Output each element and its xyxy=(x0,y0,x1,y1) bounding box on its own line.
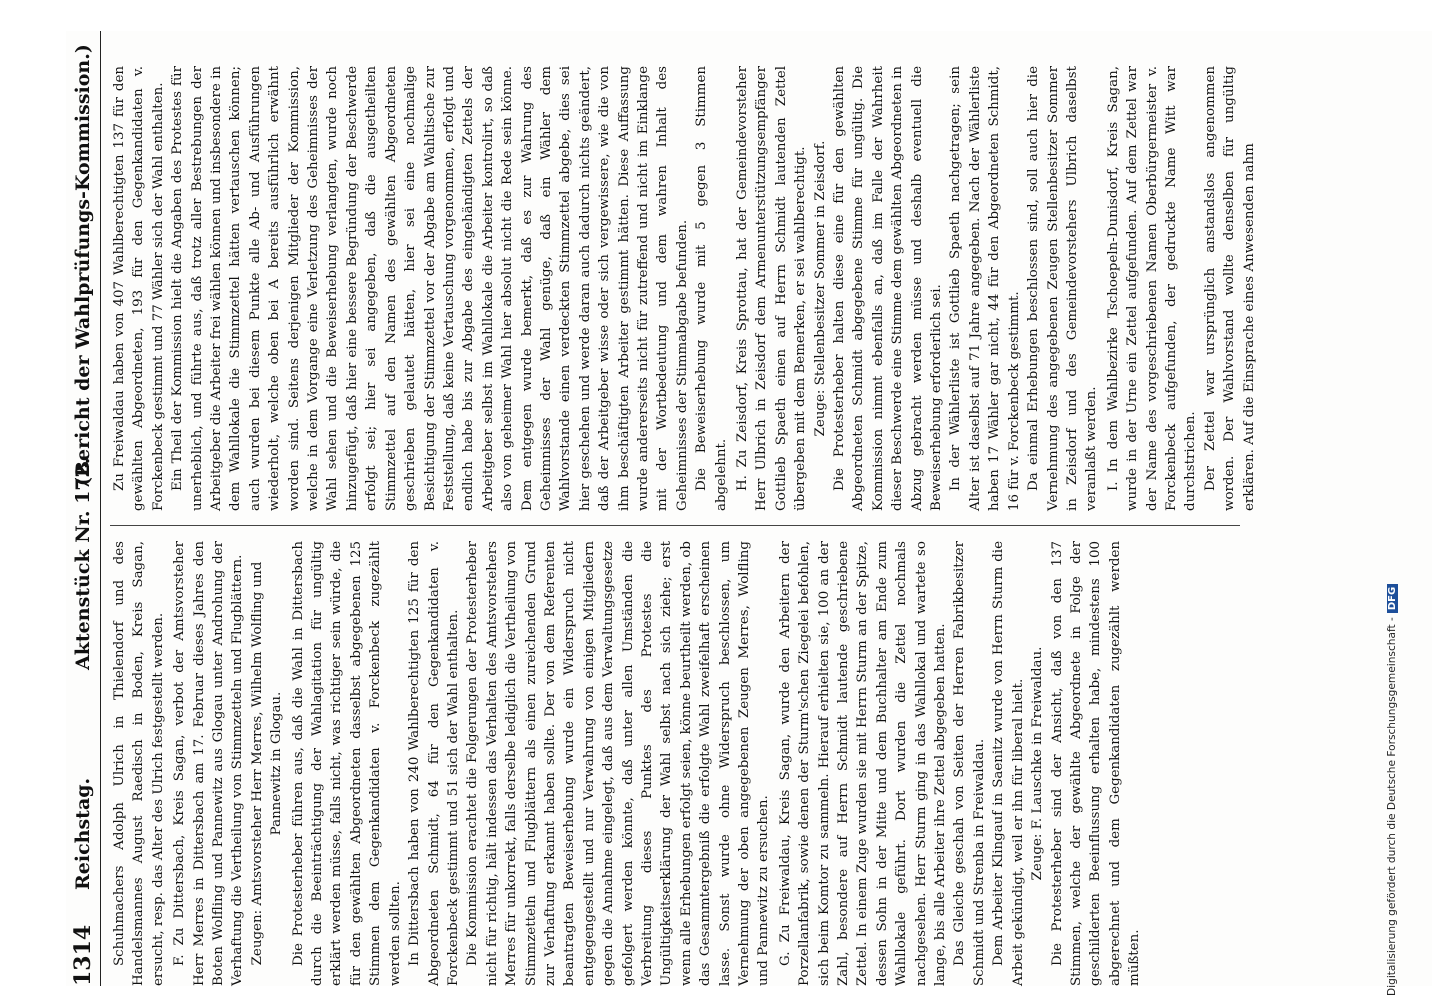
paragraph: Der Zettel war ursprünglich anstandslos angenommen worden. Der Wahlvorstand wollte denselben für ungültig erklären. Auf die Einsprache eines Anwesenden nahm xyxy=(1202,66,1257,511)
column-divider xyxy=(110,525,1240,526)
witness-line: Zeuge: F. Lauschke in Freiwaldau. xyxy=(1030,646,1046,881)
page-number: 1314 xyxy=(70,924,96,986)
paragraph: Die Protesterheber halten diese eine für den gewählten Abgeordneten Schmidt abgegebene Stimme für ungültig. Die Kommission nimmt ebenfalls an, daß im Falle der Wahrheit dieser Beschwerde eine Stimme dem gewählten Abgeordneten in Abzug gebracht werden müsse und deshalb eventuell die Beweiserhebung erforderlich sei. xyxy=(832,66,945,511)
paragraph: Dem Arbeiter Klingauf in Saenitz wurde von Herrn Sturm die Arbeit gekündigt, weil er ihn für liberal hielt. xyxy=(991,541,1026,986)
paragraph: Schuhmachers Adolph Ulrich in Thielendorf und des Handelsmannes August Raedisch in Boden, Kreis Sagan, ersucht, resp. das Alter des Ulrich festgestellt werden. xyxy=(112,541,166,986)
digitization-credit-text: Digitalisierung gefördert durch die Deutsche Forschungsgemeinschaft - xyxy=(1386,617,1398,996)
paragraph-section-h: H. Zu Zeisdorf, Kreis Sprottau, hat der Gemeindevorsteher Herr Ulbrich in Zeisdorf dem Armenunterstützungsempfänger Gottlieb Spaeth einen auf Herrn Schmidt lautenden Zettel übergeben mit dem Bemerken, er sei wahlberechtigt. xyxy=(735,66,809,511)
paragraph-section-f: F. Zu Dittersbach, Kreis Sagan, verbot der Amtsvorsteher Herr Merres in Dittersbach am 17. Februar dieses Jahres den Boten Wolfling und Pannewitz aus Glogau unter Androhung der Verhaftung die Vertheilung von Stimmzetteln und Flugblättern. xyxy=(172,541,246,986)
paragraph: Ein Theil der Kommission hielt die Angaben des Protestes für unerheblich, und führte aus, daß trotz aller Bestrebungen der Arbeitgeber die Arbeiter frei wählen können und insbesondere in dem Wahllokale die Stimmzettel hätten vertauschen können; auch wurden bei diesem Punkte alle Ab- und Ausführungen wiederholt, welche oben bei A bereits ausführlich erwähnt worden sind. Seitens derjenigen Mitglieder der Kommission, welche in dem Vorgange eine Verletzung des Geheimnisses der Wahl sehen und die Beweiserhebung verlangten, wurde noch hinzugefügt, daß hier eine bessere Begründung der Beschwerde erfolgt sei; hier sei angegeben, daß die ausgetheilten Stimmzettel auf den Namen des gewählten Abgeordneten geschrieben gelautet hätten, hier sei eine nochmalige Besichtigung der Stimmzettel vor der Abgabe am Wahltische zur Feststellung, daß keine Vertauschung vorgenommen, erfolgt und endlich habe bis zur Abgabe des eingehändigten Zettels der Arbeitgeber selbst im Wahllokale die Arbeiter kontrolirt, so daß also von geheimer Wahl hier absolut nicht die Rede sein könne. Dem entgegen wurde bemerkt, daß es zur Wahrung des Geheimnisses der Wahl genüge, daß ein Wähler dem Wahlvorstande einen verdeckten Stimmzettel abgebe, dies sei hier geschehen und werde daran auch dadurch nichts geändert, daß der Arbeitgeber wisse oder sich vergewissere, wie die von ihm beschäftigten Arbeiter gestimmt hätten. Diese Auffassung wurde andererseits nicht für zutreffend und nicht im Einklange mit der Wortbedeutung und dem wahren Inhalt des Geheimnisses der Stimmabgabe befunden. xyxy=(170,66,690,511)
header-report-title: (Bericht der Wahlprüfungs-Kommission.) xyxy=(72,44,94,486)
right-column xyxy=(110,66,1259,511)
paragraph-section-g: G. Zu Freiwaldau, Kreis Sagan, wurde den Arbeitern der Porzellanfabrik, sowie denen der Sturm'schen Ziegelei befohlen, sich beim Komtor zu sammeln. Hierauf erhielten sie, 100 an der Zahl, besondere auf Herrn Schmidt lautende geschriebene Zettel. In einem Zuge wurden sie mit Herrn Sturm an der Spitze, dessen Sohn in der Mitte und dem Buchhalter am Ende zum Wahllokale geführt. Dort wurden die Zettel nochmals nachgesehen. Herr Sturm ging in das Wahllokal und wartete so lange, bis alle Arbeiter ihre Zettel abgegeben hatten. xyxy=(777,541,949,986)
witness-line: Zeuge: Stellenbesitzer Sommer in Zeisdorf. xyxy=(812,140,828,437)
paragraph: Die Beweiserhebung wurde mit 5 gegen 3 Stimmen abgelehnt. xyxy=(694,66,729,511)
dfg-logo: DFG xyxy=(1387,584,1398,613)
witness-line: Zeugen: Amtsvorsteher Herr Merres, Wilhelm Wolfling und Pannewitz in Glogau. xyxy=(249,561,285,966)
paragraph: Das Gleiche geschah von Seiten der Herren Fabrikbesitzer Schmidt und Strenba in Freiwaldau. xyxy=(952,541,987,986)
digitization-credit xyxy=(1386,6,1398,996)
paragraph: Die Protesterheber führen aus, daß die Wahl in Dittersbach durch die Beeinträchtigung der Wahlagitation für ungültig erklärt werden müsse, falls nicht, was richtiger sein würde, die für den gewählten Abgeordneten dasselbst abgegebenen 125 Stimmen dem Gegenkandidaten v. Forckenbeck zugezählt werden sollten. xyxy=(290,541,403,986)
left-column xyxy=(110,541,1145,986)
paragraph: In Dittersbach haben von 240 Wahlberechtigten 125 für den Abgeordneten Schmidt, 64 für den Gegenkandidaten v. Forckenbeck gestimmt und 51 sich der Wahl enthalten. xyxy=(407,541,461,986)
paragraph: Die Kommission erachtet die Folgerungen der Protesterheber nicht für richtig, hält indessen das Verhalten des Amtsvorstehers Merres für unkorrekt, falls derselbe lediglich die Vertheilung von Stimmzetteln und Flugblättern als einen zureichenden Grund zur Verhaftung erkannt haben sollte. Der von dem Referenten beantragten Beweiserhebung wurde ein Widerspruch nicht entgegengestellt und nur Verwahrung von einigen Mitgliedern gegen die Annahme eingelegt, daß aus dem Verwaltungsgesetze gefolgert werden könnte, daß unter allen Umständen die Verbreitung dieses Punktes des Protestes die Ungültigkeitserklärung der Wahl selbst nach sich ziehe; erst wenn alle Erhebungen erfolgt seien, könne beurtheilt werden, ob das Gesammtergebniß die erfolgte Wahl zweifelhaft erscheinen lasse. Sonst wurde ohne Widerspruch beschlossen, um Vernehmung der oben angegebenen Zeugen Merres, Wolfling und Pannewitz zu ersuchen. xyxy=(465,541,772,986)
paragraph: Da einmal Erhebungen beschlossen sind, soll auch hier die Vernehmung des angegebenen Zeugen Stellenbesitzer Sommer in Zeisdorf und des Gemeindevorstehers Ulbrich daselbst veranlaßt werden. xyxy=(1026,66,1100,511)
scanned-page xyxy=(66,31,1432,986)
paragraph: Die Protesterheber sind der Ansicht, daß von den 137 Stimmen, welche der gewählte Abgeordnete in Folge der geschilderten Beeinflussung erhalten habe, mindestens 100 abgerechnet und dem Gegenkandidaten zugezählt werden müßten. xyxy=(1049,541,1143,986)
paragraph: Zu Freiwaldau haben von 407 Wahlberechtigten 137 für den gewählten Abgeordneten, 193 für den Gegenkandidaten v. Forckenbeck gestimmt und 77 Wähler sich der Wahl enthalten. xyxy=(112,66,166,511)
paragraph: In der Wählerliste ist Gottlieb Spaeth nachgetragen; sein Alter ist daselbst auf 71 Jahre angegeben. Nach der Wählerliste haben 17 Wähler gar nicht, 44 für den Abgeordneten Schmidt, 16 für v. Forckenbeck gestimmt. xyxy=(948,66,1022,511)
header-parliament: Reichstag. xyxy=(72,777,94,890)
page-header xyxy=(66,31,101,986)
header-document-number: Aktenstück Nr. 172. xyxy=(72,457,94,670)
paragraph-section-i: I. In dem Wahlbezirke Tschoepeln-Dunisdorf, Kreis Sagan, wurde in der Urne ein Zettel aufgefunden. Auf dem Zettel war der Name des vorgeschriebenen Namen Oberbürgermeister v. Forckenbeck aufgefunden, der gedruckte Name Witt war durchstrichen. xyxy=(1105,66,1199,511)
